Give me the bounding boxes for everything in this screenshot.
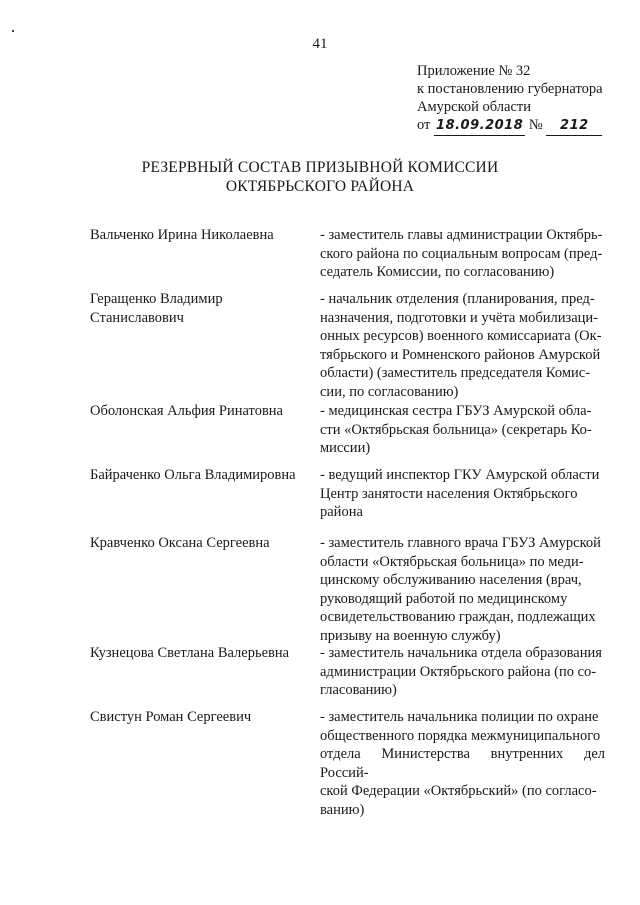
document-title xyxy=(0,158,640,196)
member-role xyxy=(320,402,605,458)
member-row xyxy=(90,402,605,458)
role-line: Центр занятости населения Октябрьского xyxy=(320,485,578,502)
member-name-line: Кравченко Оксана Сергеевна xyxy=(90,535,270,551)
title-line-2: ОКТЯБРЬСКОГО РАЙОНА xyxy=(225,178,415,195)
member-role xyxy=(320,466,605,522)
title-line-1: РЕЗЕРВНЫЙ СОСТАВ ПРИЗЫВНОЙ КОМИССИИ xyxy=(141,159,499,176)
member-name xyxy=(90,290,320,327)
role-line: - медицинская сестра ГБУЗ Амурской обла- xyxy=(320,403,592,419)
member-name xyxy=(90,466,320,485)
role-line: - заместитель начальника полиции по охране xyxy=(320,709,599,725)
member-row xyxy=(90,534,605,645)
role-line: ской Федерации «Октябрьский» (по согласо- xyxy=(320,783,597,799)
role-line: назначения, подготовки и учёта мобилизаци- xyxy=(320,309,598,326)
member-name-line: Свистун Роман Сергеевич xyxy=(90,709,252,725)
member-row xyxy=(90,644,605,700)
role-line: призыву на военную службу) xyxy=(320,627,501,644)
role-line: ского района по социальным вопросам (пред- xyxy=(320,245,603,262)
role-line: цинскому обслуживанию населения (врач, xyxy=(320,572,582,588)
role-line: освидетельствованию граждан, подлежащих xyxy=(320,609,596,625)
member-name-line: Вальченко Ирина Николаевна xyxy=(90,227,274,243)
appendix-number: Приложение № 32 xyxy=(417,63,531,79)
page-number: 41 xyxy=(312,36,328,52)
role-line: ванию) xyxy=(320,801,365,818)
member-name xyxy=(90,534,320,553)
member-role xyxy=(320,290,605,401)
member-name-line: Геращенко Владимир xyxy=(90,291,223,307)
role-line: района xyxy=(320,504,363,520)
member-row xyxy=(90,708,605,819)
member-name-line: Байраченко Ольга Владимировна xyxy=(90,467,296,483)
role-line: руководящий работой по медицинскому xyxy=(320,590,568,607)
member-name-line: Оболонская Альфия Ринатовна xyxy=(90,403,283,419)
scan-speck xyxy=(12,30,14,32)
member-role xyxy=(320,226,605,282)
appendix-header xyxy=(417,62,603,136)
role-line: седатель Комиссии, по согласованию) xyxy=(320,264,555,280)
role-line: администрации Октябрьского района (по со- xyxy=(320,663,597,680)
role-line: - начальник отделения (планирования, пред- xyxy=(320,291,595,307)
appendix-resolution: к постановлению губернатора xyxy=(417,81,603,97)
member-name xyxy=(90,708,320,727)
date-prefix: от xyxy=(417,117,431,133)
role-line: сии, по согласованию) xyxy=(320,383,459,400)
role-line: области «Октябрьская больница» по меди- xyxy=(320,553,584,570)
member-name xyxy=(90,402,320,421)
role-line: - заместитель главного врача ГБУЗ Амурской xyxy=(320,535,601,551)
member-name xyxy=(90,226,320,245)
member-row xyxy=(90,466,605,522)
role-line: сти «Октябрьская больница» (секретарь Ко- xyxy=(320,421,592,438)
appendix-date-line xyxy=(417,116,603,136)
role-line: тябрьского и Ромненского районов Амурской xyxy=(320,346,601,363)
handwritten-date: 18.09.2018 xyxy=(434,117,525,136)
member-name xyxy=(90,644,320,663)
appendix-region: Амурской области xyxy=(417,99,531,115)
role-line: - заместитель главы администрации Октябрь- xyxy=(320,227,603,243)
number-prefix: № xyxy=(528,117,543,133)
member-name-line: Кузнецова Светлана Валерьевна xyxy=(90,645,290,661)
member-row xyxy=(90,226,605,282)
role-line: онных ресурсов) военного комиссариата (Ок- xyxy=(320,328,602,344)
role-line: гласованию) xyxy=(320,682,397,698)
role-line: - заместитель начальника отдела образования xyxy=(320,645,602,661)
role-line: - ведущий инспектор ГКУ Амурской области xyxy=(320,467,600,483)
role-line: области) (заместитель председателя Комис- xyxy=(320,365,591,381)
member-name-line: Станиславович xyxy=(90,309,184,326)
member-role xyxy=(320,644,605,700)
member-role xyxy=(320,534,605,645)
role-line: отдела Министерства внутренних дел Россий- xyxy=(320,746,605,781)
member-role xyxy=(320,708,605,819)
member-row xyxy=(90,290,605,401)
role-line: общественного порядка межмуниципального xyxy=(320,727,601,744)
handwritten-number: 212 xyxy=(546,117,602,136)
role-line: миссии) xyxy=(320,440,371,456)
